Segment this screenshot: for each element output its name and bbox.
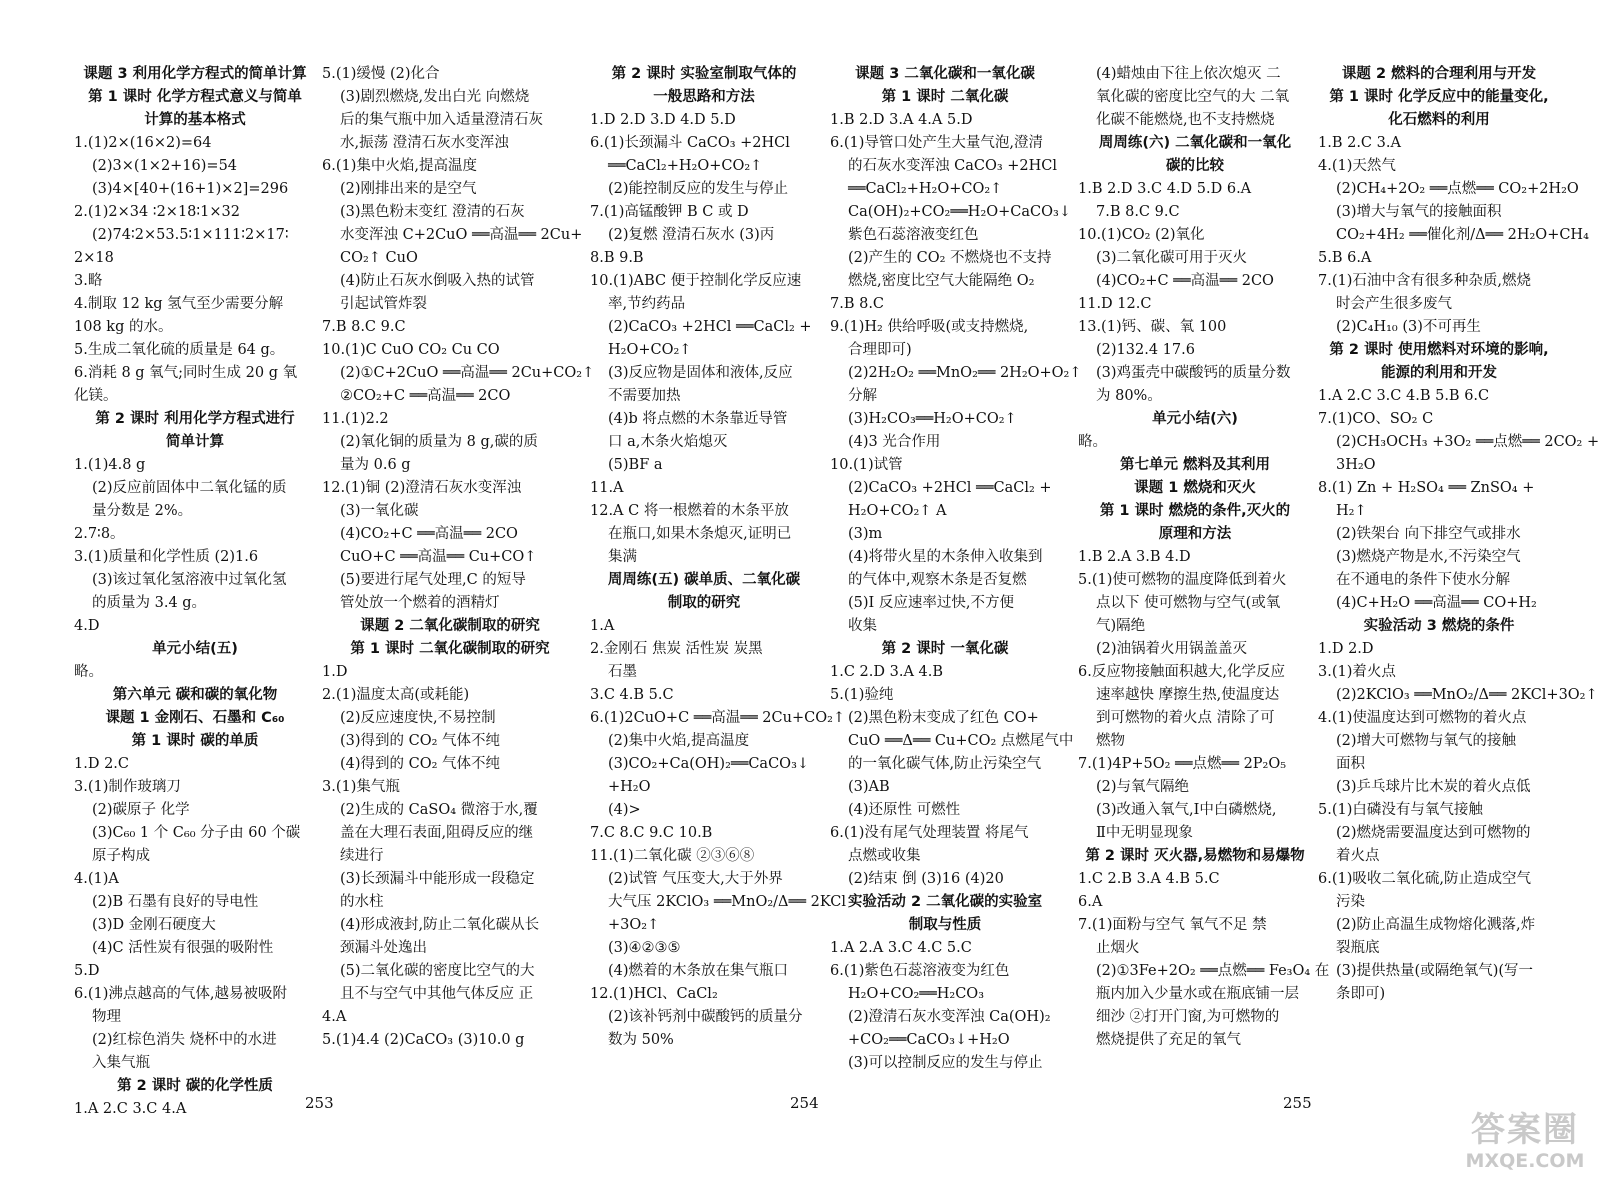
answer-line: (2)燃烧需要温度达到可燃物的 — [1336, 825, 1531, 841]
section-heading: 计算的基本格式 — [144, 112, 246, 128]
answer-line: 2.金刚石 焦炭 活性炭 炭黑 — [590, 641, 763, 657]
answer-line: 管处放一个燃着的酒精灯 — [340, 595, 500, 611]
answer-line: (4)防止石灰水倒吸入热的试管 — [340, 273, 535, 289]
answer-line: (3)C₆₀ 1 个 C₆₀ 分子由 60 个碳 — [92, 825, 301, 841]
answer-line: CO₂↑ CuO — [340, 250, 418, 266]
answer-line: H₂↑ — [1336, 503, 1367, 519]
answer-line: (2)集中火焰,提高温度 — [608, 733, 750, 749]
section-heading: 第七单元 燃料及其利用 — [1119, 457, 1271, 473]
answer-line: 4.(1)使温度达到可燃物的着火点 — [1318, 710, 1527, 726]
watermark-text: 答案圈 — [1471, 1110, 1579, 1150]
answer-line: (2)试管 气压变大,大于外界 — [608, 871, 783, 887]
section-heading: 课题 1 金刚石、石墨和 C₆₀ — [105, 710, 285, 726]
answer-line: (2)该补钙剂中碳酸钙的质量分 — [608, 1009, 803, 1025]
answer-line: 1.D — [322, 664, 348, 680]
answer-line: 5.(1)4.4 (2)CaCO₃ (3)10.0 g — [322, 1032, 525, 1048]
answer-line: (3)D 金刚石硬度大 — [92, 917, 216, 933]
answer-line: +H₂O — [608, 779, 651, 795]
answer-line: 7.B 8.C 9.C — [1096, 204, 1180, 220]
answer-line: Ⅱ中无明显现象 — [1096, 825, 1193, 841]
answer-line: (2)CH₃OCH₃ +3O₂ ══点燃══ 2CO₂ + — [1336, 434, 1600, 450]
answer-line: (5)二氧化碳的密度比空气的大 — [340, 963, 535, 979]
answer-line: (4)3 光合作用 — [848, 434, 941, 450]
answer-line: 后的集气瓶中加入适量澄清石灰 — [340, 112, 543, 128]
answer-line: 3.C 4.B 5.C — [590, 687, 674, 703]
answer-line: 5.(1)缓慢 (2)化合 — [322, 66, 440, 82]
answer-line: 10.(1)C CuO CO₂ Cu CO — [322, 342, 500, 358]
answer-line: (2)铁架台 向下排空气或排水 — [1336, 526, 1521, 542]
answer-line: 6.(1)没有尾气处理装置 将尾气 — [830, 825, 1029, 841]
answer-line: (3)燃烧产物是水,不污染空气 — [1336, 549, 1521, 565]
answer-line: (2)C₄H₁₀ (3)不可再生 — [1336, 319, 1481, 335]
section-heading: 第 2 课时 碳的化学性质 — [117, 1078, 273, 1094]
section-heading: 第 2 课时 实验室制取气体的 — [611, 66, 797, 82]
answer-line: (2)产生的 CO₂ 不燃烧也不支持 — [848, 250, 1052, 266]
answer-line: 5.(1)白磷没有与氧气接触 — [1318, 802, 1483, 818]
answer-line: 7.(1)4P+5O₂ ══点燃══ 2P₂O₅ — [1078, 756, 1287, 772]
answer-line: 1.A 2.A 3.C 4.C 5.C — [830, 940, 972, 956]
answer-line: 到可燃物的着火点 清除了可 — [1096, 710, 1275, 726]
page-number: 254 — [790, 1094, 819, 1112]
answer-line: CuO ══Δ══ Cu+CO₂ 点燃尾气中 — [848, 733, 1074, 749]
answer-line: 2.(1)2×34 ∶2×18∶1×32 — [74, 204, 241, 220]
answer-line: (4)将带火星的木条伸入收集到 — [848, 549, 1043, 565]
section-heading: 第六单元 碳和碳的氧化物 — [112, 687, 278, 703]
section-heading: 第 2 课时 利用化学方程式进行 — [95, 411, 295, 427]
section-heading: 单元小结(六) — [1152, 411, 1238, 427]
answer-line: (5)BF a — [608, 457, 663, 473]
answer-line: 1.(1)4.8 g — [74, 457, 146, 473]
answer-line: 1.A 2.C 3.C 4.A — [74, 1101, 187, 1117]
answer-line: 6.(1)沸点越高的气体,越易被吸附 — [74, 986, 287, 1002]
watermark-url: MXQE.COM — [1465, 1150, 1585, 1172]
answer-line: (3)一氧化碳 — [340, 503, 419, 519]
section-heading: 第 1 课时 二氧化碳制取的研究 — [350, 641, 550, 657]
answer-line: 物理 — [92, 1009, 121, 1025]
answer-line: 5.生成二氧化硫的质量是 64 g。 — [74, 342, 285, 358]
answer-line: 1.D 2.D 3.D 4.D 5.D — [590, 112, 736, 128]
section-heading: 化石燃料的利用 — [1388, 112, 1490, 128]
answer-line: 6.(1)2CuO+C ══高温══ 2Cu+CO₂↑ — [590, 710, 846, 726]
page-number: 255 — [1283, 1094, 1312, 1112]
answer-line: (2)复燃 澄清石灰水 (3)丙 — [608, 227, 775, 243]
answer-line: (3)4×[40+(16+1)×2]=296 — [92, 181, 289, 197]
answer-line: 在瓶口,如果木条熄灭,证明已 — [608, 526, 792, 542]
answer-line: (3)黑色粉末变红 澄清的石灰 — [340, 204, 525, 220]
answer-column-2 — [322, 63, 595, 1093]
answer-line: 1.B 2.D 3.A 4.A 5.D — [830, 112, 973, 128]
answer-line: (4)CO₂+C ══高温══ 2CO — [340, 526, 518, 542]
answer-line: (3)鸡蛋壳中碳酸钙的质量分数 — [1096, 365, 1291, 381]
answer-line: CuO+C ══高温══ Cu+CO↑ — [340, 549, 537, 565]
answer-line: 5.D — [74, 963, 100, 979]
answer-line: H₂O+CO₂══H₂CO₃ — [848, 986, 985, 1002]
answer-line: 颈漏斗处逸出 — [340, 940, 427, 956]
answer-line: (4)形成液封,防止二氧化碳从长 — [340, 917, 540, 933]
answer-line: 1.B 2.A 3.B 4.D — [1078, 549, 1191, 565]
answer-line: (3)可以控制反应的发生与停止 — [848, 1055, 1043, 1071]
answer-line: (3)增大与氧气的接触面积 — [1336, 204, 1502, 220]
answer-line: 的水柱 — [340, 894, 384, 910]
answer-line: 1.A — [590, 618, 615, 634]
answer-line: (4)CO₂+C ══高温══ 2CO — [1096, 273, 1274, 289]
answer-line: 点以下 使可燃物与空气(或氧 — [1096, 595, 1281, 611]
answer-column-3 — [590, 63, 846, 1093]
section-heading: 单元小结(五) — [152, 641, 238, 657]
answer-line: 入集气瓶 — [92, 1055, 150, 1071]
answer-line: 大气压 2KClO₃ ══MnO₂/Δ══ 2KCl — [608, 894, 846, 910]
section-heading: 课题 1 燃烧和灭火 — [1134, 480, 1256, 496]
answer-line: (3)④②③⑤ — [608, 940, 681, 956]
answer-line: 8.B 9.B — [590, 250, 644, 266]
section-heading: 第 2 课时 使用燃料对环境的影响, — [1329, 342, 1549, 358]
answer-line: (3)剧烈燃烧,发出白光 向燃烧 — [340, 89, 530, 105]
answer-line: 石墨 — [608, 664, 637, 680]
answer-line: 化碳不能燃烧,也不支持燃烧 — [1096, 112, 1275, 128]
answer-line: 量为 0.6 g — [340, 457, 411, 473]
section-heading: 课题 2 二氧化碳制取的研究 — [360, 618, 540, 634]
answer-line: 3.(1)着火点 — [1318, 664, 1396, 680]
section-heading: 周周练(六) 二氧化碳和一氧化 — [1098, 135, 1292, 151]
answer-line: (2)防止高温生成物熔化溅落,炸 — [1336, 917, 1536, 933]
answer-line: (3)改通入氧气,Ⅰ中白磷燃烧, — [1096, 802, 1277, 818]
answer-column-4 — [830, 63, 1082, 1093]
answer-line: (2)74∶2×53.5∶1×111∶2×17∶ — [92, 227, 289, 243]
section-heading: 能源的利用和开发 — [1381, 365, 1497, 381]
answer-line: 4.(1)A — [74, 871, 119, 887]
answer-line: (3)二氧化碳可用于灭火 — [1096, 250, 1248, 266]
answer-line: 点燃或收集 — [848, 848, 921, 864]
answer-line: 瓶内加入少量水或在瓶底铺一层 — [1096, 986, 1299, 1002]
answer-line: 2.(1)温度太高(或耗能) — [322, 687, 470, 703]
answer-line: (2)3×(1×2+16)=54 — [92, 158, 238, 174]
page-number: 253 — [305, 1094, 334, 1112]
answer-line: CO₂+4H₂ ══催化剂/Δ══ 2H₂O+CH₄ — [1336, 227, 1589, 243]
answer-line: 8.(1) Zn + H₂SO₄ ══ ZnSO₄ + — [1318, 480, 1535, 496]
section-heading: 第 1 课时 二氧化碳 — [881, 89, 1009, 105]
answer-line: (2)红棕色消失 烧杯中的水进 — [92, 1032, 277, 1048]
answer-line: 合理即可) — [848, 342, 912, 358]
section-heading: 一般思路和方法 — [653, 89, 755, 105]
answer-line: 原子构成 — [92, 848, 150, 864]
section-heading: 第 2 课时 灭火器,易燃物和易爆物 — [1085, 848, 1305, 864]
answer-line: (3)得到的 CO₂ 气体不纯 — [340, 733, 501, 749]
answer-line: 11.A — [590, 480, 624, 496]
answer-line: 7.(1)高锰酸钾 B C 或 D — [590, 204, 749, 220]
answer-line: (3)CO₂+Ca(OH)₂══CaCO₃↓ — [608, 756, 810, 772]
answer-line: H₂O+CO₂↑ A — [848, 503, 947, 519]
answer-line: 引起试管炸裂 — [340, 296, 427, 312]
answer-line: 6.(1)长颈漏斗 CaCO₃ +2HCl — [590, 135, 790, 151]
answer-line: (2)增大可燃物与氧气的接触 — [1336, 733, 1517, 749]
answer-line: (3)反应物是固体和液体,反应 — [608, 365, 793, 381]
answer-line: 2.7∶8。 — [74, 526, 125, 542]
answer-line: 4.(1)天然气 — [1318, 158, 1396, 174]
answer-line: 不需要加热 — [608, 388, 681, 404]
answer-line: (2)反应前固体中二氧化锰的质 — [92, 480, 287, 496]
answer-line: 10.(1)CO₂ (2)氧化 — [1078, 227, 1205, 243]
answer-line: (2)结束 倒 (3)16 (4)20 — [848, 871, 1004, 887]
answer-line: 4.制取 12 kg 氢气至少需要分解 — [74, 296, 284, 312]
answer-line: 108 kg 的水。 — [74, 319, 173, 335]
answer-line: 裂瓶底 — [1336, 940, 1380, 956]
answer-line: 1.C 2.B 3.A 4.B 5.C — [1078, 871, 1220, 887]
section-heading: 第 1 课时 化学反应中的能量变化, — [1329, 89, 1549, 105]
answer-line: 1.D 2.C — [74, 756, 129, 772]
answer-line: 的质量为 3.4 g。 — [92, 595, 207, 611]
answer-line: 分解 — [848, 388, 877, 404]
answer-line: (2)CH₄+2O₂ ══点燃══ CO₂+2H₂O — [1336, 181, 1579, 197]
answer-line: 2×18 — [74, 250, 114, 266]
answer-line: (3)长颈漏斗中能形成一段稳定 — [340, 871, 535, 887]
answer-line: 为 80%。 — [1096, 388, 1162, 404]
answer-line: (3)提供热量(或隔绝氧气)(写一 — [1336, 963, 1534, 979]
answer-line: (2)132.4 17.6 — [1096, 342, 1195, 358]
answer-line: 11.D 12.C — [1078, 296, 1152, 312]
answer-column-6 — [1318, 63, 1600, 1093]
answer-line: 在不通电的条件下使水分解 — [1336, 572, 1510, 588]
answer-line: 6.(1)导管口处产生大量气泡,澄清 — [830, 135, 1043, 151]
answer-line: 着火点 — [1336, 848, 1380, 864]
answer-line: H₂O+CO₂↑ — [608, 342, 692, 358]
answer-line: 7.C 8.C 9.C 10.B — [590, 825, 713, 841]
answer-line: (2)能控制反应的发生与停止 — [608, 181, 789, 197]
answer-line: 9.(1)H₂ 供给呼吸(或支持燃烧, — [830, 319, 1029, 335]
answer-line: 污染 — [1336, 894, 1365, 910]
answer-line: ②CO₂+C ══高温══ 2CO — [340, 388, 511, 404]
answer-line: 且不与空气中其他气体反应 正 — [340, 986, 534, 1002]
answer-line: (4)还原性 可燃性 — [848, 802, 961, 818]
answer-line: (2)反应速度快,不易控制 — [340, 710, 496, 726]
answer-line: 盖在大理石表面,阻碍反应的继 — [340, 825, 534, 841]
answer-line: 燃烧提供了充足的氧气 — [1096, 1032, 1241, 1048]
answer-line: (4)得到的 CO₂ 气体不纯 — [340, 756, 501, 772]
answer-line: 7.(1)CO、SO₂ C — [1318, 411, 1434, 427]
section-heading: 第 1 课时 碳的单质 — [131, 733, 259, 749]
answer-line: 条即可) — [1336, 986, 1386, 1002]
answer-line: 1.A 2.C 3.C 4.B 5.B 6.C — [1318, 388, 1490, 404]
answer-line: 10.(1)试管 — [830, 457, 903, 473]
answer-line: 细沙 ②打开门窗,为可燃物的 — [1096, 1009, 1280, 1025]
answer-line: 4.D — [74, 618, 100, 634]
answer-line: (3)m — [848, 526, 883, 542]
answer-line: 时会产生很多废气 — [1336, 296, 1452, 312]
answer-line: 水变浑浊 C+2CuO ══高温══ 2Cu+ — [340, 227, 583, 243]
answer-line: 3H₂O — [1336, 457, 1376, 473]
answer-line: (2)CaCO₃ +2HCl ══CaCl₂ + — [608, 319, 812, 335]
answer-line: (2)B 石墨有良好的导电性 — [92, 894, 259, 910]
answer-line: 紫色石蕊溶液变红色 — [848, 227, 979, 243]
answer-line: 速率越快 摩擦生热,使温度达 — [1096, 687, 1280, 703]
answer-line: 止烟火 — [1096, 940, 1140, 956]
answer-line: ══CaCl₂+H₂O+CO₂↑ — [608, 158, 763, 174]
answer-line: 3.略 — [74, 273, 103, 289]
section-heading: 碳的比较 — [1166, 158, 1224, 174]
answer-line: 6.反应物接触面积越大,化学反应 — [1078, 664, 1285, 680]
answer-line: 面积 — [1336, 756, 1365, 772]
answer-line: 水,振荡 澄清石灰水变浑浊 — [340, 135, 509, 151]
answer-line: ══CaCl₂+H₂O+CO₂↑ — [848, 181, 1003, 197]
answer-line: 1.B 2.C 3.A — [1318, 135, 1401, 151]
answer-line: (2)黑色粉末变成了红色 CO+ — [848, 710, 1039, 726]
answer-line: (5)要进行尾气处理,C 的短导 — [340, 572, 526, 588]
answer-line: (2)CaCO₃ +2HCl ══CaCl₂ + — [848, 480, 1052, 496]
answer-line: 3.(1)制作玻璃刀 — [74, 779, 181, 795]
section-heading: 制取与性质 — [908, 917, 982, 933]
answer-line: 12.(1)HCl、CaCl₂ — [590, 986, 718, 1002]
answer-line: (2)2KClO₃ ══MnO₂/Δ══ 2KCl+3O₂↑ — [1336, 687, 1598, 703]
answer-line: 6.消耗 8 g 氧气;同时生成 20 g 氧 — [74, 365, 298, 381]
answer-line: (2)澄清石灰水变浑浊 Ca(OH)₂ — [848, 1009, 1051, 1025]
answer-line: 1.B 2.D 3.C 4.D 5.D 6.A — [1078, 181, 1252, 197]
answer-line: 收集 — [848, 618, 877, 634]
answer-line: (4)燃着的木条放在集气瓶口 — [608, 963, 789, 979]
answer-column-1 — [74, 63, 316, 1117]
answer-line: (4)C 活性炭有很强的吸附性 — [92, 940, 274, 956]
answer-line: (2)油锅着火用锅盖盖灭 — [1096, 641, 1248, 657]
answer-line: 13.(1)钙、碳、氧 100 — [1078, 319, 1227, 335]
answer-line: 5.B 6.A — [1318, 250, 1372, 266]
answer-line: (2)生成的 CaSO₄ 微溶于水,覆 — [340, 802, 538, 818]
answer-line: 4.A — [322, 1009, 347, 1025]
answer-line: (4)b 将点燃的木条靠近导管 — [608, 411, 788, 427]
section-heading: 原理和方法 — [1158, 526, 1232, 542]
answer-line: (4)> — [608, 802, 641, 818]
answer-line: 11.(1)二氧化碳 ②③⑥⑧ — [590, 848, 755, 864]
answer-line: 5.(1)验纯 — [830, 687, 894, 703]
answer-line: 数为 50% — [608, 1032, 674, 1048]
answer-line: 化镁。 — [74, 388, 118, 404]
answer-line: 7.B 8.C 9.C — [322, 319, 406, 335]
answer-line: (2)与氧气隔绝 — [1096, 779, 1190, 795]
answer-line: 燃烧,密度比空气大能隔绝 O₂ — [848, 273, 1035, 289]
answer-line: 6.(1)集中火焰,提高温度 — [322, 158, 477, 174]
answer-line: 气)隔绝 — [1096, 618, 1146, 634]
answer-line: 口 a,木条火焰熄灭 — [608, 434, 728, 450]
answer-line: 的石灰水变浑浊 CaCO₃ +2HCl — [848, 158, 1058, 174]
answer-line: (5)Ⅰ 反应速率过快,不方便 — [848, 595, 1014, 611]
answer-line: 略。 — [1078, 434, 1107, 450]
answer-line: 量分数是 2%。 — [92, 503, 193, 519]
answer-line: 12.A C 将一根燃着的木条平放 — [590, 503, 789, 519]
answer-line: +CO₂══CaCO₃↓+H₂O — [848, 1032, 1010, 1048]
answer-line: +3O₂↑ — [608, 917, 660, 933]
answer-line: 燃物 — [1096, 733, 1125, 749]
section-heading: 实验活动 3 燃烧的条件 — [1363, 618, 1515, 634]
answer-column-5 — [1078, 63, 1330, 1093]
answer-line: Ca(OH)₂+CO₂══H₂O+CaCO₃↓ — [848, 204, 1071, 220]
answer-line: 6.A — [1078, 894, 1103, 910]
answer-line: (4)C+H₂O ══高温══ CO+H₂ — [1336, 595, 1537, 611]
answer-line: (4)蜡烛由下往上依次熄灭 二 — [1096, 66, 1281, 82]
section-heading: 课题 2 燃料的合理利用与开发 — [1341, 66, 1537, 82]
section-heading: 第 1 课时 化学方程式意义与简单 — [88, 89, 302, 105]
answer-line: 集满 — [608, 549, 637, 565]
answer-line: (3)AB — [848, 779, 890, 795]
section-heading: 周周练(五) 碳单质、二氧化碳 — [607, 572, 801, 588]
answer-line: 5.(1)使可燃物的温度降低到着火 — [1078, 572, 1287, 588]
section-heading: 实验活动 2 二氧化碳的实验室 — [847, 894, 1043, 910]
answer-line: 略。 — [74, 664, 103, 680]
answer-line: 3.(1)质量和化学性质 (2)1.6 — [74, 549, 259, 565]
answer-line: 1.(1)2×(16×2)=64 — [74, 135, 212, 151]
answer-line: 6.(1)吸收二氧化硫,防止造成空气 — [1318, 871, 1531, 887]
answer-line: 12.(1)铜 (2)澄清石灰水变浑浊 — [322, 480, 522, 496]
answer-line: (3)该过氧化氢溶液中过氧化氢 — [92, 572, 287, 588]
answer-line: (2)①C+2CuO ══高温══ 2Cu+CO₂↑ — [340, 365, 595, 381]
answer-line: (2)刚排出来的是空气 — [340, 181, 477, 197]
section-heading: 制取的研究 — [667, 595, 741, 611]
section-heading: 第 1 课时 燃烧的条件,灭火的 — [1099, 503, 1291, 519]
answer-line: 11.(1)2.2 — [322, 411, 389, 427]
answer-line: (2)①3Fe+2O₂ ══点燃══ Fe₃O₄ 在 — [1096, 963, 1330, 979]
section-heading: 课题 3 二氧化碳和一氧化碳 — [855, 66, 1035, 82]
section-heading: 课题 3 利用化学方程式的简单计算 — [83, 66, 307, 82]
answer-line: (2)碳原子 化学 — [92, 802, 190, 818]
answer-line: 10.(1)ABC 便于控制化学反应速 — [590, 273, 802, 289]
answer-line: (2)2H₂O₂ ══MnO₂══ 2H₂O+O₂↑ — [848, 365, 1082, 381]
answer-line: 1.D 2.D — [1318, 641, 1374, 657]
answer-line: 的气体中,观察木条是否复燃 — [848, 572, 1027, 588]
answer-line: (3)乒乓球片比木炭的着火点低 — [1336, 779, 1531, 795]
answer-line: 7.(1)石油中含有很多种杂质,燃烧 — [1318, 273, 1531, 289]
answer-line: 3.(1)集气瓶 — [322, 779, 400, 795]
section-heading: 简单计算 — [166, 434, 224, 450]
answer-line: (3)H₂CO₃══H₂O+CO₂↑ — [848, 411, 1017, 427]
answer-line: 1.C 2.D 3.A 4.B — [830, 664, 944, 680]
answer-line: 率,节约药品 — [608, 296, 686, 312]
watermark-logo — [1455, 1110, 1595, 1180]
answer-line: 6.(1)紫色石蕊溶液变为红色 — [830, 963, 1010, 979]
answer-line: 7.(1)面粉与空气 氧气不足 禁 — [1078, 917, 1267, 933]
answer-line: 氧化碳的密度比空气的大 二氧 — [1096, 89, 1290, 105]
answer-line: 的一氧化碳气体,防止污染空气 — [848, 756, 1042, 772]
answer-line: (2)氧化铜的质量为 8 g,碳的质 — [340, 434, 538, 450]
answer-line: 7.B 8.C — [830, 296, 885, 312]
answer-line: 续进行 — [340, 848, 384, 864]
section-heading: 第 2 课时 一氧化碳 — [881, 641, 1009, 657]
